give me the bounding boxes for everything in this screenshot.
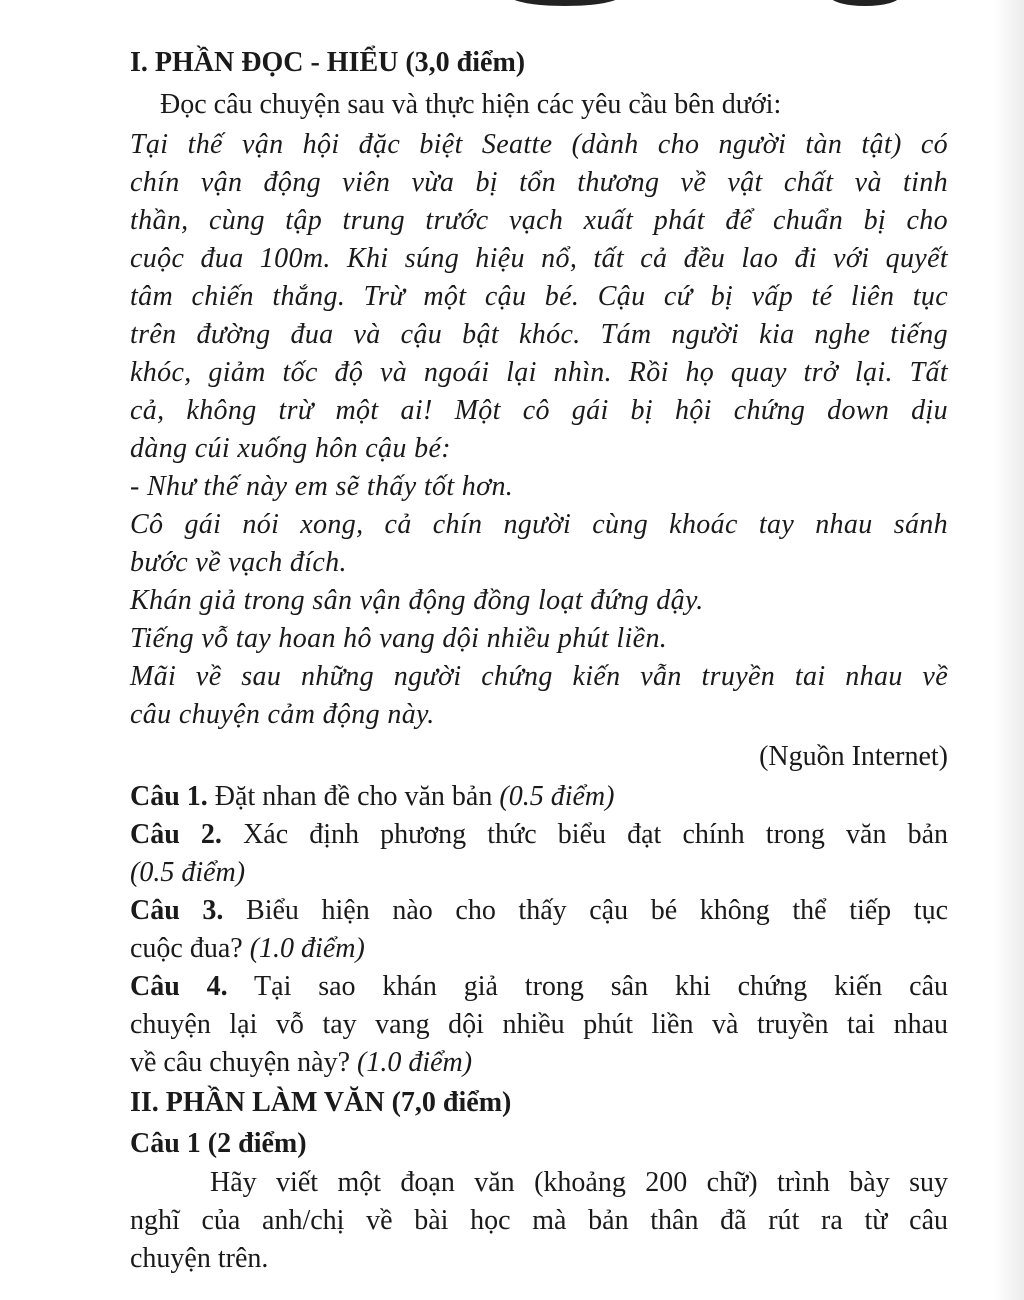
story-line: bước về vạch đích. bbox=[130, 547, 347, 578]
question-line bbox=[130, 816, 948, 854]
question-text: về câu chuyện này? bbox=[130, 1047, 357, 1078]
page-shadow bbox=[994, 0, 1024, 1300]
story-line: tâm chiến thắng. Trừ một cậu bé. Cậu cứ bị vấp té liên tục bbox=[130, 281, 948, 312]
question-text: Biểu hiện nào cho thấy cậu bé không thể tiếp tục bbox=[246, 895, 948, 926]
question-text: cuộc đua? bbox=[130, 933, 250, 964]
question-points: (0.5 điểm) bbox=[499, 781, 615, 812]
question-line bbox=[130, 854, 948, 892]
story-source: (Nguồn Internet) bbox=[759, 741, 948, 772]
question-3 bbox=[130, 892, 948, 968]
story-line: Khán giả trong sân vận động đồng loạt đứng dậy. bbox=[130, 585, 704, 616]
question-points: (1.0 điểm) bbox=[357, 1047, 473, 1078]
task-line: chuyện trên. bbox=[130, 1243, 269, 1274]
question-line bbox=[130, 968, 948, 1006]
task-label: Câu 1 (2 điểm) bbox=[130, 1128, 307, 1159]
story-line: khóc, giảm tốc độ và ngoái lại nhìn. Rồi họ quay trở lại. Tất bbox=[130, 357, 948, 388]
question-line bbox=[130, 1044, 948, 1082]
question-line bbox=[130, 930, 948, 968]
question-text: Tại sao khán giả trong sân khi chứng kiến câu bbox=[254, 971, 949, 1002]
part2-heading: II. PHẦN LÀM VĂN (7,0 điểm) bbox=[130, 1087, 512, 1118]
task-line: nghĩ của anh/chị về bài học mà bản thân đã rút ra từ câu bbox=[130, 1205, 948, 1236]
scan-artifact bbox=[510, 0, 620, 6]
question-label: Câu 2. bbox=[130, 819, 222, 850]
story-passage bbox=[130, 126, 948, 734]
question-label: Câu 3. bbox=[130, 895, 224, 926]
story-line: dàng cúi xuống hôn cậu bé: bbox=[130, 433, 451, 464]
question-line: chuyện lại vỗ tay vang dội nhiều phút liền và truyền tai nhau bbox=[130, 1009, 948, 1040]
story-line: câu chuyện cảm động này. bbox=[130, 699, 435, 730]
story-line: cuộc đua 100m. Khi súng hiệu nổ, tất cả đều lao đi với quyết bbox=[130, 243, 948, 274]
question-line bbox=[130, 892, 948, 930]
story-line: trên đường đua và cậu bật khóc. Tám người kia nghe tiếng bbox=[130, 319, 948, 350]
question-label: Câu 4. bbox=[130, 971, 228, 1002]
question-2 bbox=[130, 816, 948, 892]
exam-document bbox=[130, 40, 948, 1278]
question-1 bbox=[130, 778, 948, 816]
question-points: (0.5 điểm) bbox=[130, 857, 246, 888]
question-points: (1.0 điểm) bbox=[249, 933, 365, 964]
story-line: Cô gái nói xong, cả chín người cùng khoác tay nhau sánh bbox=[130, 509, 948, 540]
question-text: Xác định phương thức biểu đạt chính trong văn bản bbox=[243, 819, 949, 850]
story-line: thần, cùng tập trung trước vạch xuất phát để chuẩn bị cho bbox=[130, 205, 948, 236]
question-text: Đặt nhan đề cho văn bản bbox=[214, 781, 500, 812]
task-line: Hãy viết một đoạn văn (khoảng 200 chữ) trình bày suy bbox=[210, 1167, 948, 1198]
part1-instruction: Đọc câu chuyện sau và thực hiện các yêu cầu bên dưới: bbox=[160, 89, 782, 120]
story-line: - Như thế này em sẽ thấy tốt hơn. bbox=[130, 471, 514, 502]
question-4 bbox=[130, 968, 948, 1082]
story-line: Tại thế vận hội đặc biệt Seatte (dành cho người tàn tật) có bbox=[130, 129, 948, 160]
question-label: Câu 1. bbox=[130, 781, 208, 812]
story-line: Tiếng vỗ tay hoan hô vang dội nhiều phút liền. bbox=[130, 623, 668, 654]
story-line: cả, không trừ một ai! Một cô gái bị hội chứng down dịu bbox=[130, 395, 948, 426]
scan-artifact bbox=[830, 0, 900, 6]
writing-task bbox=[130, 1164, 948, 1278]
story-line: chín vận động viên vừa bị tổn thương về vật chất và tinh bbox=[130, 167, 948, 198]
question-line bbox=[130, 778, 948, 816]
part1-heading: I. PHẦN ĐỌC - HIỂU (3,0 điểm) bbox=[130, 47, 526, 78]
story-line: Mãi về sau những người chứng kiến vẫn truyền tai nhau về bbox=[130, 661, 948, 692]
